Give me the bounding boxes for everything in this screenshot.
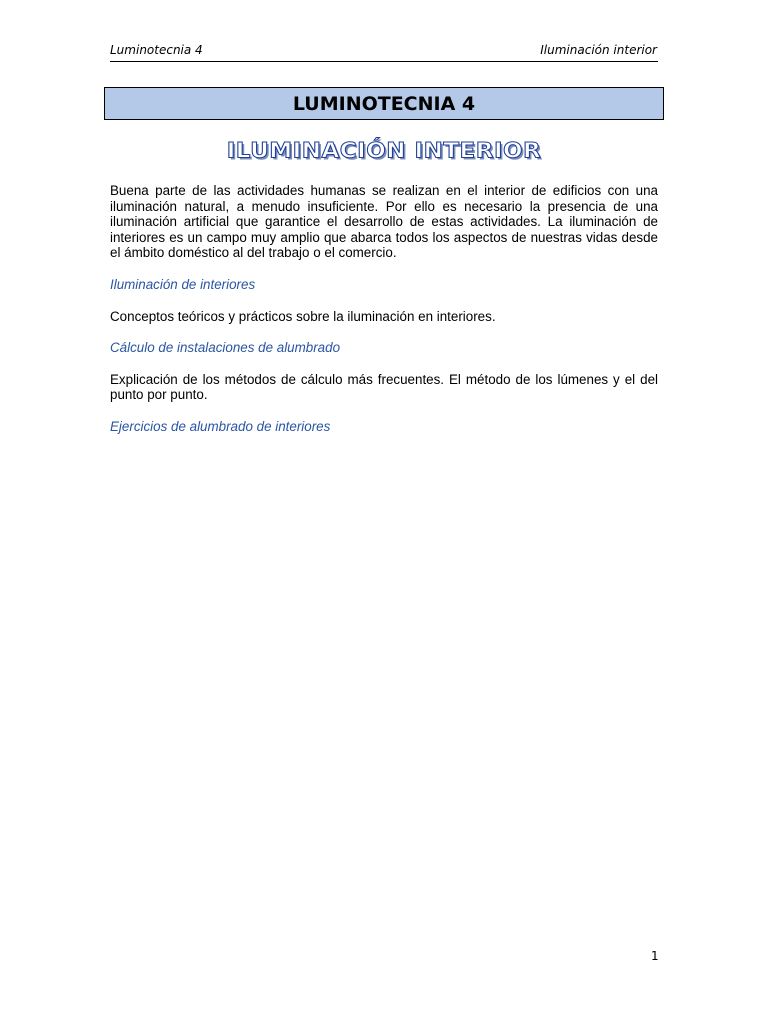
intro-paragraph: Buena parte de las actividades humanas se realizan en el interior de edificios con una iluminación natural, a menudo insuficiente. Por ello es necesario la presencia de una iluminación artificial que garantice el desarrollo de estas actividades. La iluminación de interiores es un campo muy amplio que abarca todos los aspectos de nuestras vidas desde el ámbito doméstico al del trabajo o el comercio. [110, 183, 658, 261]
link-calculo-instalaciones[interactable]: Cálculo de instalaciones de alumbrado [110, 340, 341, 356]
title-box [104, 87, 664, 120]
header-right: Iluminación interior [540, 43, 657, 57]
document-body [110, 183, 658, 435]
title-box-text: LUMINOTECNIA 4 [292, 92, 476, 115]
page-number: 1 [651, 949, 659, 963]
section-description: Conceptos teóricos y prácticos sobre la iluminación en interiores. [110, 308, 496, 324]
header-rule [110, 61, 658, 62]
wordart-title: ILUMINACIÓN INTERIOR [226, 139, 542, 163]
section-description: Explicación de los métodos de cálculo más frecuentes. El método de los lúmenes y el del punto por punto. [110, 371, 658, 403]
link-ejercicios-alumbrado[interactable]: Ejercicios de alumbrado de interiores [110, 418, 331, 434]
link-iluminacion-interiores[interactable]: Iluminación de interiores [110, 276, 256, 292]
header-left: Luminotecnia 4 [110, 43, 203, 57]
